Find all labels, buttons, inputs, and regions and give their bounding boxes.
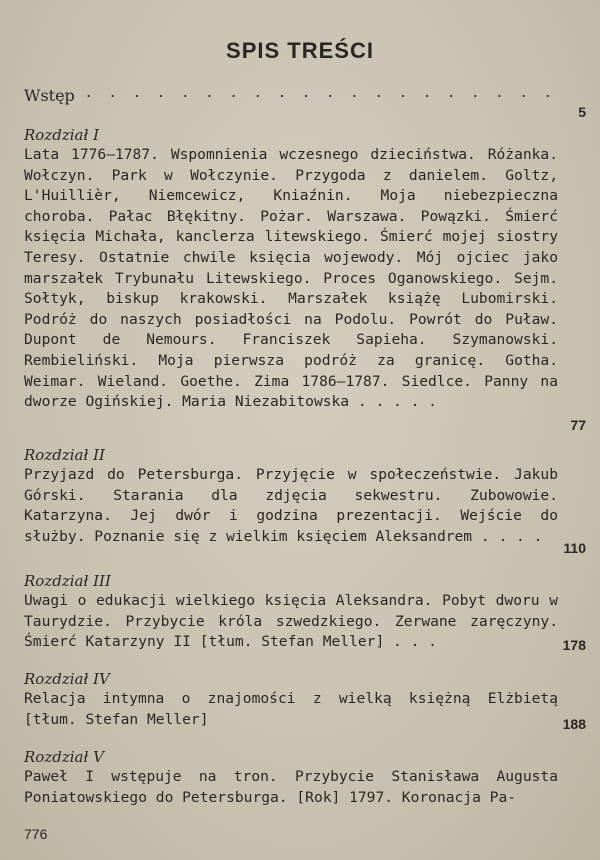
chapter-label: Rozdział III — [24, 572, 111, 590]
chapter-entry — [24, 446, 578, 547]
intro-leader-dots: . . . . . . . . . . . . . . . . . . . . — [86, 82, 558, 101]
chapter-entry — [24, 670, 578, 730]
intro-label: Wstęp — [24, 86, 75, 105]
chapter-page-number: 110 — [563, 540, 586, 556]
chapter-label: Rozdział II — [24, 446, 105, 464]
chapter-page-number: 77 — [570, 417, 586, 433]
chapter-entry — [24, 126, 578, 413]
page-title: SPIS TREŚCI — [226, 38, 374, 63]
chapter-entry — [24, 748, 578, 808]
chapter-contents: Lata 1776—1787. Wspomnienia wczesnego dzieciństwa. Różanka. Wołczyn. Park w Wołczynie. Przygoda z danielem. Goltz, L'Huillièr, Niemcewicz, Kniaźnin. Moja niebezpieczna choroba. Pałac Błękitny. Pożar. Warszawa. Powązki. Śmierć księcia Michała, kanclerza litewskiego. Śmierć mojej siostry Teresy. Ostatnie chwile księcia wojewody. Mój ojciec jako marszałek Trybunału Litewskiego. Proces Oganowskiego. Sejm. Sołtyk, biskup krakowski. Marszałek książę Lubomirski. Podróż do naszych posiadłości na Podolu. Powrót do Puław. Dupont de Nemours. Franciszek Sapieha. Szymanowski. Rembieliński. Moja pierwsza podróż za granicę. Gotha. Weimar. Wieland. Goethe. Zima 1786—1787. Siedlce. Panny na dworze Ogińskiej. Maria Niezabitowska . . . . . — [24, 146, 558, 411]
chapter-contents: Relacja intymna o znajomości z wielką księżną Elżbietą [tłum. Stefan Meller] — [24, 690, 558, 728]
chapter-page-number: 188 — [562, 716, 586, 732]
chapter-entry — [24, 572, 578, 653]
chapter-page-number: 178 — [562, 637, 586, 653]
chapter-contents: Przyjazd do Petersburga. Przyjęcie w społeczeństwie. Jakub Górski. Starania dla zdjęcia sekwestru. Zubowowie. Katarzyna. Jej dwór i godzina prezentacji. Wejście do służby. Poznanie się z wielkim księciem Aleksandrem . . . . — [24, 466, 558, 545]
chapter-label: Rozdział I — [24, 126, 100, 144]
chapter-label: Rozdział V — [24, 748, 104, 766]
chapter-label: Rozdział IV — [24, 670, 110, 688]
chapter-contents: Uwagi o edukacji wielkiego księcia Aleksandra. Pobyt dworu w Taurydzie. Przybycie króla szwedzkiego. Zerwane zaręczyny. Śmierć Katarzyny II [tłum. Stefan Meller] . . . — [24, 592, 558, 651]
chapter-contents: Paweł I wstępuje na tron. Przybycie Stanisława Augusta Poniatowskiego do Petersburga. [Rok] 1797. Koronacja Pa- — [24, 768, 558, 806]
footer-page-number: 776 — [24, 826, 48, 842]
intro-page-number: 5 — [578, 104, 586, 120]
